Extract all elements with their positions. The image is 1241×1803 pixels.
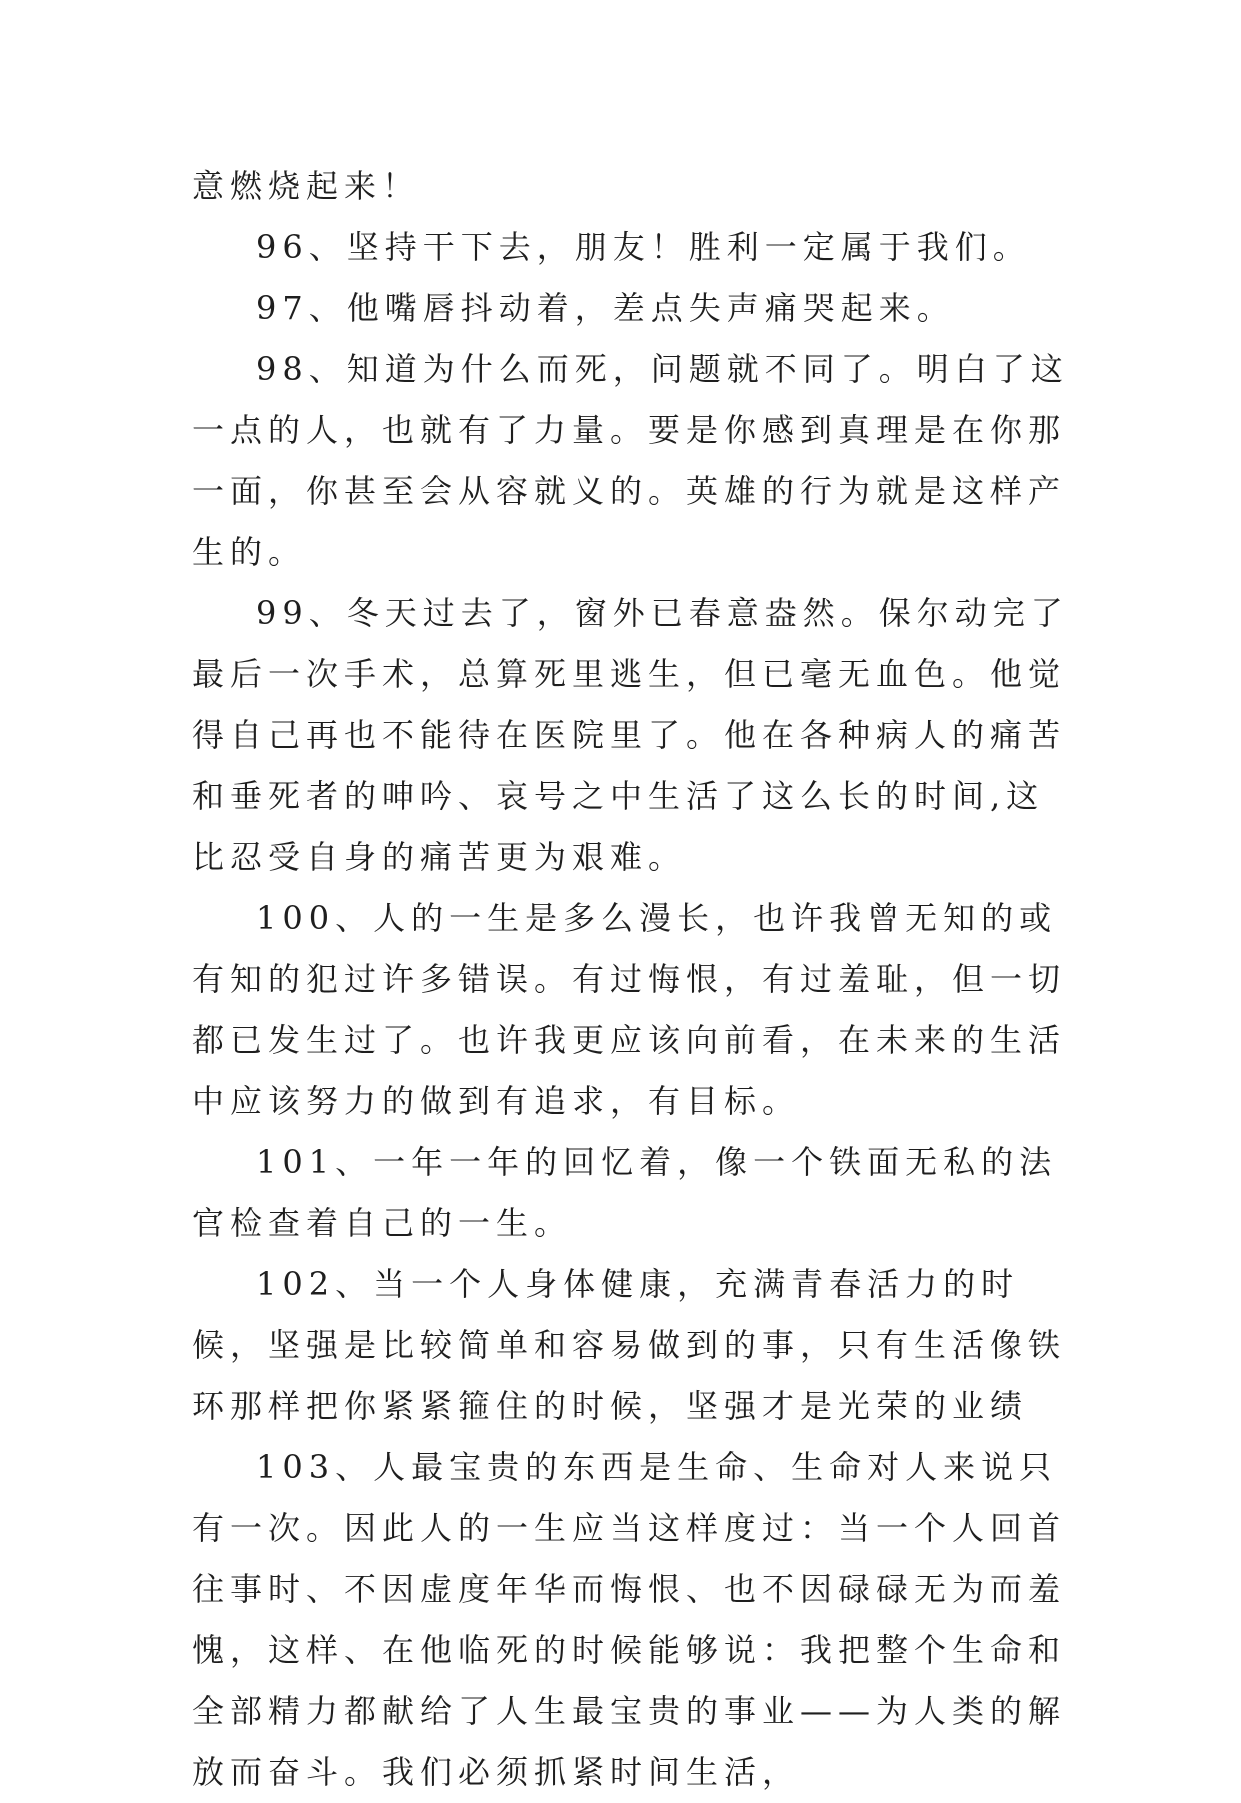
paragraph-97: 97、他嘴唇抖动着，差点失声痛哭起来。 <box>256 289 955 327</box>
document-body <box>192 156 1072 1803</box>
paragraph-103: 103、人最宝贵的东西是生命、生命对人来说只有一次。因此人的一生应当这样度过：当一个人回首往事时、不因虚度年华而悔恨、也不因碌碌无为而羞愧，这样、在他临死的时候能够说：我把整个生命和全部精力都献给了人生最宝贵的事业——为人类的解放而奋斗。我们必须抓紧时间生活， <box>192 1448 1067 1791</box>
paragraph-96: 96、坚持干下去，朋友！胜利一定属于我们。 <box>256 228 1031 266</box>
paragraph-98: 98、知道为什么而死，问题就不同了。明白了这一点的人，也就有了力量。要是你感到真理是在你那一面，你甚至会从容就义的。英雄的行为就是这样产生的。 <box>192 350 1069 571</box>
paragraph-101: 101、一年一年的回忆着，像一个铁面无私的法官检查着自己的一生。 <box>192 1143 1058 1242</box>
paragraph-99: 99、冬天过去了，窗外已春意盎然。保尔动完了最后一次手术，总算死里逃生，但已毫无血色。他觉得自己再也不能待在医院里了。他在各种病人的痛苦和垂死者的呻吟、哀号之中生活了这么长的时间,这比忍受自身的痛苦更为艰难。 <box>192 594 1069 876</box>
paragraph-102: 102、当一个人身体健康，充满青春活力的时候，坚强是比较简单和容易做到的事，只有生活像铁环那样把你紧紧箍住的时候，坚强才是光荣的业绩 <box>192 1265 1067 1425</box>
paragraph-100: 100、人的一生是多么漫长，也许我曾无知的或有知的犯过许多错误。有过悔恨，有过羞耻，但一切都已发生过了。也许我更应该向前看，在未来的生活中应该努力的做到有追求，有目标。 <box>192 899 1067 1120</box>
paragraph-continuation: 意燃烧起来！ <box>192 167 421 205</box>
